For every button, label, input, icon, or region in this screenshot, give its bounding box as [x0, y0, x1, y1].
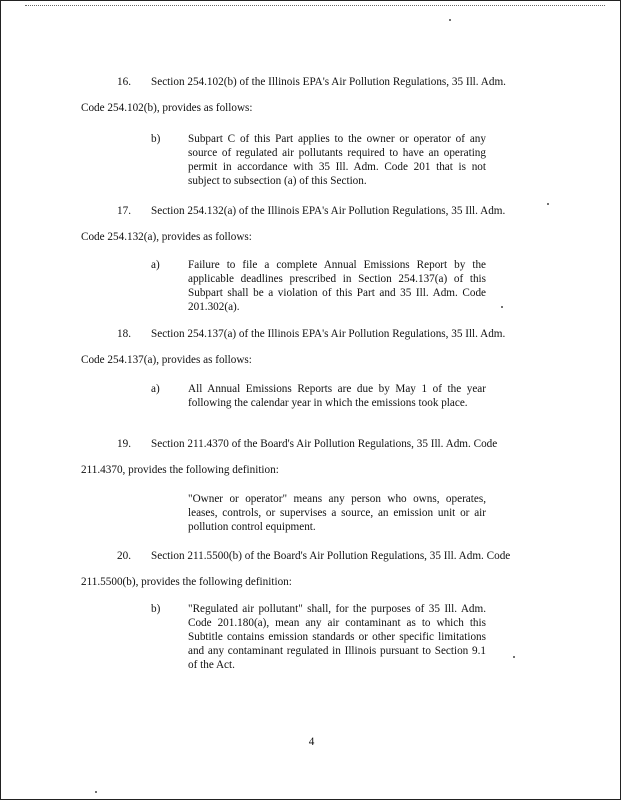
paragraph-17 [81, 204, 551, 244]
paragraph-20 [81, 549, 551, 589]
paragraph-continuation: 211.5500(b), provides the following definition: [81, 576, 292, 588]
paragraph-text: Section 254.137(a) of the Illinois EPA's Air Pollution Regulations, 35 Ill. Adm. [151, 328, 506, 340]
definition-19: "Owner or operator" means any person who owns, operates, leases, controls, or supervises a source, an emission unit or air pollution control equipment. [188, 493, 486, 533]
scan-noise-top [25, 5, 605, 9]
paragraph-number: 16. [117, 76, 131, 88]
paragraph-16 [81, 75, 551, 115]
paragraph-first-line [81, 75, 551, 89]
quote-17 [151, 258, 486, 314]
quote-label: b) [151, 133, 161, 145]
paragraph-text: Section 211.5500(b) of the Board's Air Pollution Regulations, 35 Ill. Adm. Code [151, 550, 511, 562]
paragraph-text: Section 211.4370 of the Board's Air Pollution Regulations, 35 Ill. Adm. Code [151, 438, 498, 450]
scan-speck [513, 656, 515, 658]
paragraph-number: 18. [117, 328, 131, 340]
paragraph-text: Section 254.132(a) of the Illinois EPA's Air Pollution Regulations, 35 Ill. Adm. [151, 205, 506, 217]
paragraph-19 [81, 437, 551, 477]
quote-text: Failure to file a complete Annual Emissions Report by the applicable deadlines prescribed in Section 254.137(a) of this Subpart shall be a violation of this Part and 35 Ill. Adm. Code 201.302(a). [188, 259, 486, 313]
paragraph-18 [81, 327, 551, 367]
scan-speck [95, 791, 97, 793]
quote-text: All Annual Emissions Reports are due by May 1 of the year following the calendar year in which the emissions took place. [188, 383, 486, 409]
quote-text: "Regulated air pollutant" shall, for the purposes of 35 Ill. Adm. Code 201.180(a), mean any air contaminant as to which this Subtitle contains emission standards or other specific limitations and any contaminant regulated in Illinois pursuant to Section 9.1 of the Act. [188, 603, 486, 671]
page-number: 4 [308, 736, 315, 748]
paragraph-number: 17. [117, 205, 131, 217]
paragraph-continuation: Code 254.102(b), provides as follows: [81, 102, 253, 114]
paragraph-text: Section 254.102(b) of the Illinois EPA's Air Pollution Regulations, 35 Ill. Adm. [151, 76, 506, 88]
paragraph-first-line [81, 204, 551, 218]
paragraph-number: 20. [117, 550, 131, 562]
quote-label: b) [151, 603, 161, 615]
paragraph-continuation: Code 254.137(a), provides as follows: [81, 354, 252, 366]
quote-18 [151, 382, 486, 410]
paragraph-first-line [81, 327, 551, 341]
paragraph-first-line [81, 437, 551, 451]
paragraph-continuation: Code 254.132(a), provides as follows: [81, 231, 252, 243]
scan-speck [449, 19, 451, 21]
paragraph-first-line [81, 549, 551, 563]
quote-label: a) [151, 259, 160, 271]
paragraph-number: 19. [117, 438, 131, 450]
quote-text: Subpart C of this Part applies to the owner or operator of any source of regulated air pollutants required to have an operating permit in accordance with 35 Ill. Adm. Code 201 that is not subject to subsection (a) of this Section. [188, 133, 486, 187]
scan-speck [547, 203, 549, 205]
quote-20 [151, 602, 486, 672]
quote-label: a) [151, 383, 160, 395]
scan-speck [501, 306, 503, 308]
paragraph-continuation: 211.4370, provides the following definition: [81, 464, 279, 476]
quote-16 [151, 132, 486, 188]
